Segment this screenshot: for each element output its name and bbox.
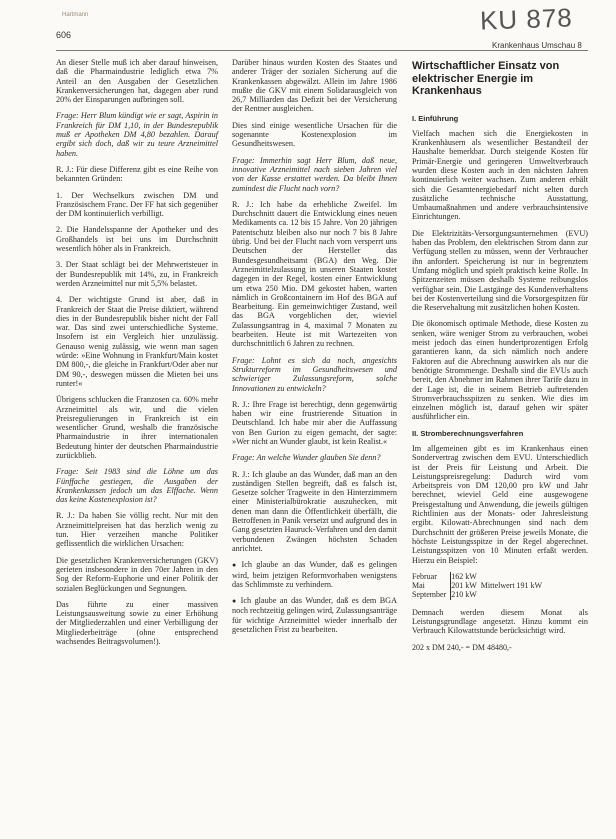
column-middle <box>232 58 397 641</box>
table-cell: 162 kW <box>451 572 481 581</box>
table-cell: September <box>412 590 447 600</box>
paragraph: 1. Der Wechselkurs zwischen DM und Französischem Franc. Der FF hat sich gegenüber der DM kontinuierlich verbilligt. <box>56 190 218 219</box>
paragraph: An dieser Stelle muß ich aber darauf hinweisen, daß die Pharmaindustrie lediglich etwa 7% Anteil an den Ausgaben der Gesetzlichen Krankenversicherungen hat, dagegen aber rund 20% der Einsparungen aufbringen soll. <box>56 58 218 105</box>
interview-question: Frage: Lohnt es sich da noch, angesichts Strukturreform im Gesundheitswesen und schwieriger Zulassungsreform, solche Innovationen zu entwickeln? <box>232 355 397 393</box>
paragraph: ● Ich glaube an das Wunder, daß es gelingen wird, beim jetzigen Reformvorhaben wenigstens das Schlimmste zu verhindern. <box>232 560 397 589</box>
interview-question: Frage: Herr Blum kündigt wie er sagt, Aspirin in Frankreich für DM 1,10, in der Bundesrepublik muß er Apotheken DM 4,80 bezahlen. Darauf ergibt sich doch, daß wir zu teure Arzneimittel haben. <box>56 111 218 158</box>
paragraph: Vielfach machen sich die Energiekosten in Krankenhäusern als wesentlicher Bestandteil der Haushalte bemerkbar. Durch steigende Kosten für Primär-Energie und geringeren Umweltverbrauch wurden diese Kosten auch in den nächsten Jahren kontinuierlich weiter wachsen. Zum anderen erhält sich die Gesamtenergiebedarf nicht selten durch zusätzliche technische Ausstattung, Umbaumaßnahmen und andere verbrauchsintensive Einrichtungen. <box>412 128 588 222</box>
load-table <box>412 572 546 600</box>
paragraph: 4. Der wichtigste Grund ist aber, daß in Frankreich der Staat die Preise diktiert, während dies in der Bundesrepublik bisher nicht der Fall war. Das sind zwei unterschiedliche Systeme. Insofern ist ein Vergleich hier unzulässig. Genauso wenig zulässig, wie wenn man sagen würde: »Eine Wohnung in Frankfurt/Main kostet DM 800,-, die gleiche in Frankfurt/Oder aber nur DM 90,-, deswegen müssen die Mieten bei uns runter!« <box>56 295 218 388</box>
calculation-line: 202 x DM 240,- = DM 48480,- <box>412 642 512 652</box>
paragraph: Im allgemeinen gibt es im Krankenhaus einen Sondervertrag zwischen dem EVU. Unterschiedlich ist der Preis für Leistung und Arbeit. Die Leistungspreisregelung: Dadurch wird vom Arbeitspreis von DM 120,00 pro kW und Jahr berechnet, wieviel Geld eine ausgewogene Preisgestaltung und Anwendung, die jeweils gültigen Richtlinien aus der Monats- oder Jahresleistung ergibt. Kilowatt-Abrechnungen sind nach dem Durchschnitt der größeren Preise jeweils Monate, die höchste Leistungsspitze in der Regel abgerechnet. Leistungsspitzen von 10 Minuten erfaßt werden. Hierzu ein Beispiel: <box>412 444 588 565</box>
paragraph: Demnach werden diesem Monat als Leistungsgrundlage angesetzt. Hinzu kommt ein Verbrauch Kilowattstunde berücksichtigt wird. <box>412 607 588 636</box>
table-note: Mittelwert 191 kW <box>480 581 543 591</box>
paragraph: R. J.: Ihre Frage ist berechtigt, denn gegenwärtig haben wir eine frustrierende Situation in Deutschland. Ich habe mir aber die Auffassung von Ben Gurion zu eigen gemacht, der sagte: »Wer nicht an Wunder glaubt, ist kein Realist.« <box>232 399 397 446</box>
column-right <box>412 58 588 652</box>
table-cell: 210 kW <box>451 590 481 599</box>
paragraph: R. J.: Ich habe da erhebliche Zweifel. Im Durchschnitt dauert die Entwicklung eines neuen Medikaments ca. 12 bis 15 Jahre. Von 20 jährigen Patentschutz bleiben also nur noch 7 bis 8 Jahre übrig. Und bei der Flucht nach vorn versperrt uns Deutschen der Hersteller das Bundesgesundheitsamt (BGA) den Weg. Die Arzneimittelzulassung in unseren Staaten kostet dagegen in der Regel, kosten einer Entwicklung um etwa 250 Mio. DM gekostet haben, warten nämlich in Großcontainern im Hof des BGA auf Bearbeitung. Ein gemeinwichtiger Zustand, weil das BGA vorgeblichen der, wieviel Zulassungsantrag in 4, maximal 7 Monaten zu bearbeiten. Heute ist mit Wartezeiten von durchschnittlich 6 Jahren zu rechnen. <box>232 199 397 349</box>
paragraph: 2. Die Handelsspanne der Apotheker und des Großhandels ist bei uns im Durchschnitt wesentlich höher als in Frankreich. <box>56 225 218 254</box>
paragraph: R. J.: Ich glaube an das Wunder, daß man an den zuständigen Stellen begreift, daß es falsch ist, Gesetze solcher Tragweite in den Hinterzimmern einer Ministerialbürokratie auszuhecken, mit denen man dann die Öffentlichkeit überfällt, die Betroffenen in Panik versetzt und aufgrund des in Gang gesetzten Hauruck-Verfahren und den damit verbundenen Zwängen höchsten Schaden anrichtet. <box>232 469 397 553</box>
paragraph: 3. Der Staat schlägt bei der Mehrwertsteuer in der Bundesrepublik mit 14%, zu, in Frankreich werden Arzneimittel nur mit 5,5% belastet. <box>56 260 218 288</box>
section-heading: II. Stromberechnungsverfahren <box>412 428 524 438</box>
table-cell: 201 kW <box>451 581 481 590</box>
section-heading: I. Einführung <box>412 113 459 123</box>
header-mark: Hartmann <box>62 12 89 18</box>
table-cell: Mai <box>412 581 425 591</box>
column-left <box>56 58 218 653</box>
paragraph: R. J.: Für diese Differenz gibt es eine Reihe von bekannten Gründen: <box>56 164 218 184</box>
interview-question: Frage: Immerhin sagt Herr Blum, daß neue, innovative Arzneimittel nach sieben Jahren viel von der Kasse erstattet werden. Da bleibt Ihnen zumindest die Flucht nach vorn? <box>232 155 397 193</box>
paragraph: Darüber hinaus wurden Kosten des Staates und anderer Träger der sozialen Sicherung auf die Krankenkassen abgewälzt. Allein im Jahre 1986 mußte die GKV mit einem Solidarausgleich von 26,7 Milliarden das Defizit bei der Versicherung der Rentner ausgleichen. <box>232 58 397 114</box>
table-cell: Februar <box>412 571 437 581</box>
running-title: Krankenhaus Umschau 8 <box>492 41 582 50</box>
paragraph: Das führte zu einer massiven Leistungsausweitung sowie zu einer Erhöhung der Mitgliederzahlen und einer Verbilligung der Mitgliederbeiträge (ohne entsprechend wachsendes Beitragsvolumen!). <box>56 599 218 647</box>
paragraph: Die ökonomisch optimale Methode, diese Kosten zu senken, wäre weniger Strom zu verbrauchen, wobei meist jedoch das einen hundertprozentigen Erfolg garantieren kann, da sich nämlich noch andere Faktoren auf die Abrechnung auswirken als nur die benötigte Strommenge. Deshalb sind die EVUs auch bereit, den Abnehmer im Rahmen ihrer Tarife dazu in der Lage ist, die in seinem Betrieb auftretenden Stromverbrauchsspitzen zu senken. Wie dies im einzelnen möglich ist, darauf gehen wir später ausführlicher ein. <box>412 319 588 422</box>
archive-stamp: KU 878 <box>479 2 574 36</box>
paragraph: ● Ich glaube an das Wunder, daß es dem BGA noch rechtzeitig gelingen wird, Zulassungsanträge für wichtige Arzneimittel wieder innerhalb der gesetzlichen Frist zu bearbeiten. <box>232 596 397 634</box>
paragraph: Die Elektrizitäts-Versorgungsunternehmen (EVU) haben das Problem, den elektrischen Strom dann zur Verfügung stellen zu müssen, wenn der Verbraucher ihn anfordert. Speicherung ist nur in begrenztem Umfang möglich und spielt praktisch keine Rolle. In Spitzenzeiten müssen deshalb Systeme reibungslos verfügbar sein. Die Lastgänge des Kundenverhaltens bei der Kostenverteilung sind die Vorsorgespitzen für die Reservehaltung mit zusätzlichen hohen Kosten. <box>412 228 588 313</box>
article-title: Wirtschaftlicher Einsatz von elektrischer Energie im Krankenhaus <box>412 60 560 97</box>
paragraph: Die gesetzlichen Krankenversicherungen (GKV) gerieten insbesondere in den 70er Jahren in den Sog der Reform-Euphorie und einer Politik der sozialen Beglückungen und Segnungen. <box>56 555 218 593</box>
table-row <box>412 572 546 581</box>
paragraph: Dies sind einige wesentliche Ursachen für die sogenannte Kostenexplosion im Gesundheitswesen. <box>232 120 397 149</box>
paragraph: Übrigens schlucken die Franzosen ca. 60% mehr Arzneimittel als wir, und die vielen Preisregulierungen in Frankreich ist ein wesentlicher Grund, weshalb die französische Pharmaindustrie in ihrer internationalen Bedeutung hinter der deutschen Pharmaindustrie zurückblieb. <box>56 395 218 460</box>
interview-question: Frage: An welche Wunder glauben Sie denn? <box>232 453 381 463</box>
paragraph: R. J.: Da haben Sie völlig recht. Nur mit den Arzneimittelpreisen hat das herzlich wenig zu tun. Hier verzeihen manche Politiker geflissentlich die wirklichen Ursachen: <box>56 511 218 549</box>
header-rule <box>56 50 588 51</box>
interview-question: Frage: Seit 1983 sind die Löhne um das Fünffache gestiegen, die Ausgaben der Krankenkassen jedoch um das Elffache. Wenn das keine Kostenexplosion ist? <box>56 467 218 505</box>
page-number: 606 <box>56 30 72 40</box>
